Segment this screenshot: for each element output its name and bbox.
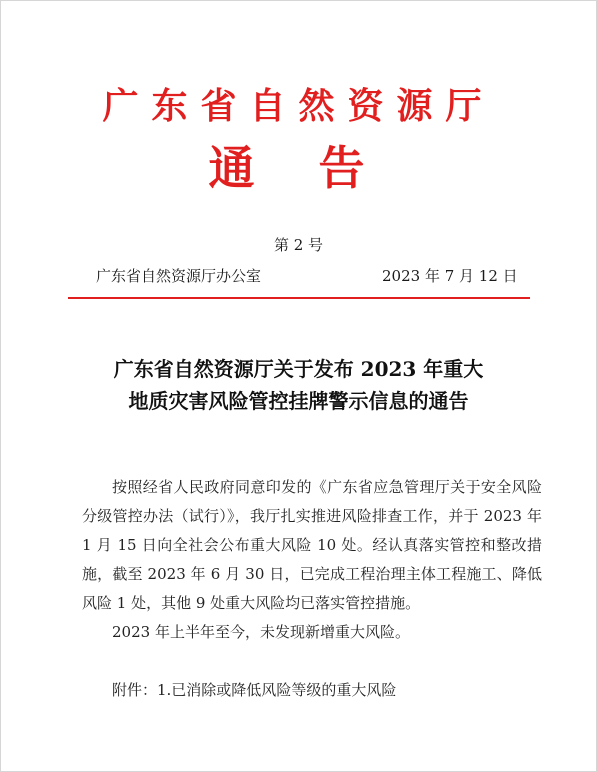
document-number: 第 2 号 [273, 236, 324, 254]
red-separator-line [68, 297, 530, 299]
notice-title [0, 353, 597, 417]
body-paragraph-1: 按照经省人民政府同意印发的《广东省应急管理厅关于安全风险分级管控办法（试行）》，我厅扎实推进风险排查工作，并于 2023 年 1 月 15 日向全社会公布重大风险 10 处。经认真落实管控和整改措施，截至 2023 年 6 月 30 日，已完成工程治理主体工程施工、降低风险 1 处，其他 9 处重大风险均已落实管控措施。 [82, 478, 542, 612]
notice-body [82, 473, 542, 705]
agency-header: 广东省自然资源厅 [102, 85, 495, 127]
issuing-office: 广东省自然资源厅办公室 [96, 267, 262, 285]
notice-title-line-1: 广东省自然资源厅关于发布 2023 年重大 [113, 357, 484, 381]
document-type-heading: 通告 [208, 141, 429, 195]
issue-date: 2023 年 7 月 12 日 [382, 267, 518, 285]
notice-title-line-2: 地质灾害风险管控挂牌警示信息的通告 [128, 389, 469, 413]
body-paragraph-2: 2023 年上半年至今，未发现新增重大风险。 [112, 623, 410, 641]
attachment-line: 附件：1.已消除或降低风险等级的重大风险 [112, 681, 397, 699]
